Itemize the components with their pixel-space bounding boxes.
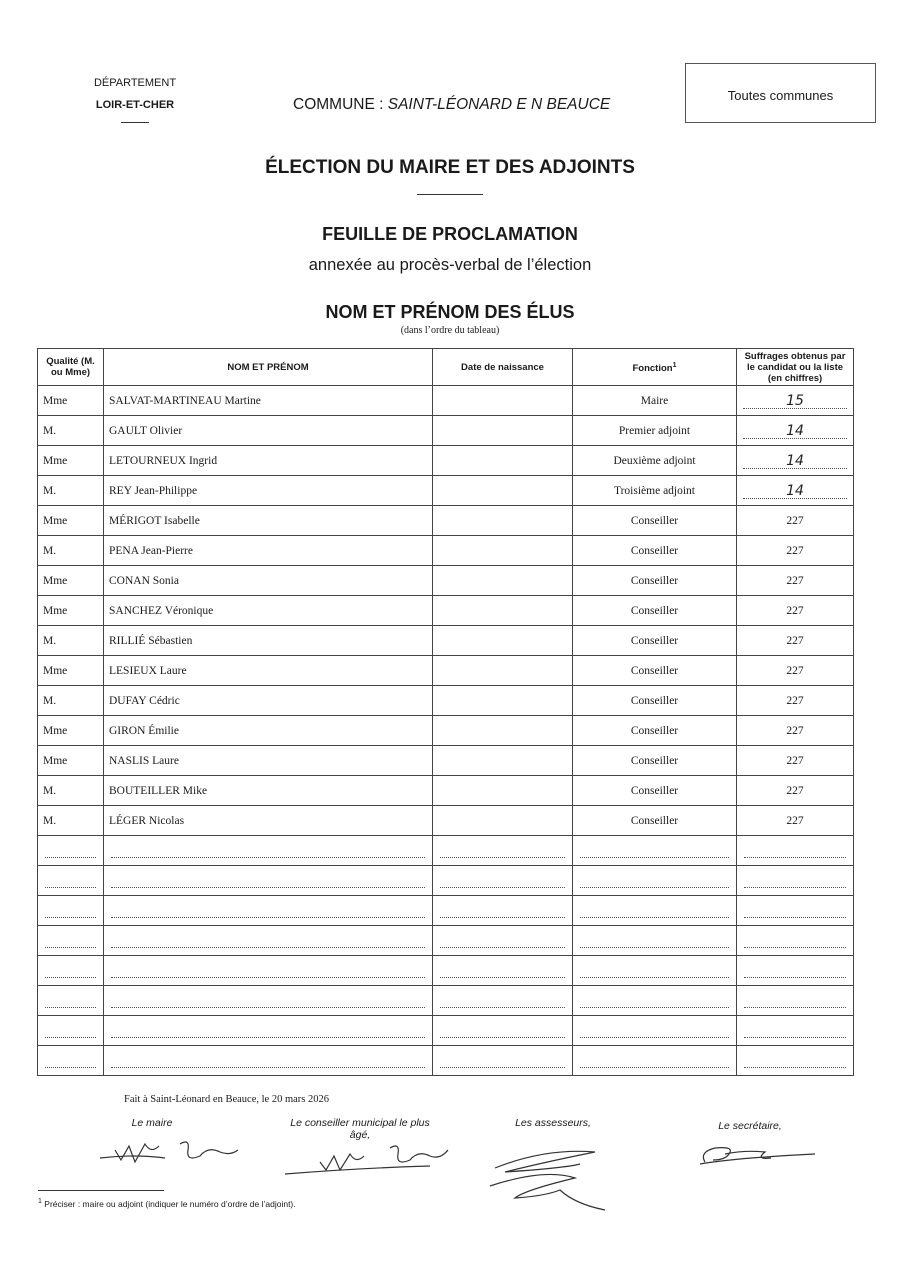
table-row	[38, 416, 854, 446]
signature-maire	[95, 1128, 255, 1170]
empty-cell	[737, 986, 854, 1016]
empty-cell	[573, 836, 737, 866]
empty-cell	[38, 1016, 104, 1046]
cell-qualite: Mme	[38, 746, 104, 776]
dotted-line	[744, 904, 846, 918]
cell-qualite: M.	[38, 806, 104, 836]
elected-table	[37, 348, 854, 1076]
header-suffrages: Suffrages obtenus par le candidat ou la liste (en chiffres)	[737, 349, 854, 386]
dotted-line	[744, 844, 846, 858]
cell-nom: DUFAY Cédric	[104, 686, 433, 716]
dotted-line	[580, 904, 729, 918]
cell-naissance	[433, 656, 573, 686]
signature-conseiller	[280, 1132, 480, 1182]
cell-fonction: Conseiller	[573, 506, 737, 536]
cell-suffrages: 227	[737, 656, 854, 686]
empty-cell	[433, 1016, 573, 1046]
cell-naissance	[433, 806, 573, 836]
cell-fonction: Conseiller	[573, 686, 737, 716]
dotted-line	[580, 964, 729, 978]
header-fonction-label: Fonction	[632, 363, 673, 375]
table-row	[38, 686, 854, 716]
cell-fonction: Conseiller	[573, 656, 737, 686]
empty-cell	[104, 1046, 433, 1076]
empty-cell	[573, 1016, 737, 1046]
cell-fonction: Conseiller	[573, 596, 737, 626]
cell-naissance	[433, 446, 573, 476]
cell-qualite: Mme	[38, 596, 104, 626]
empty-cell	[737, 926, 854, 956]
empty-cell	[433, 986, 573, 1016]
cell-qualite: M.	[38, 626, 104, 656]
dotted-line	[744, 1054, 846, 1068]
dotted-line	[440, 1054, 565, 1068]
empty-cell	[573, 1046, 737, 1076]
cell-qualite: M.	[38, 536, 104, 566]
table-row	[38, 536, 854, 566]
dotted-line	[111, 1054, 425, 1068]
dotted-line	[111, 844, 425, 858]
header-qualite: Qualité (M. ou Mme)	[38, 349, 104, 386]
header-naissance: Date de naissance	[433, 349, 573, 386]
table-header-row	[38, 349, 854, 386]
empty-cell	[573, 896, 737, 926]
cell-fonction: Conseiller	[573, 626, 737, 656]
dotted-line	[45, 1024, 96, 1038]
commune-label: COMMUNE :	[293, 96, 384, 113]
dotted-line	[440, 1024, 565, 1038]
empty-cell	[433, 866, 573, 896]
dotted-line	[580, 1054, 729, 1068]
cell-nom: REY Jean-Philippe	[104, 476, 433, 506]
cell-fonction: Conseiller	[573, 536, 737, 566]
cell-suffrages: 227	[737, 806, 854, 836]
section-title: NOM ET PRÉNOM DES ÉLUS	[325, 302, 575, 322]
cell-nom: PENA Jean-Pierre	[104, 536, 433, 566]
cell-suffrages	[737, 416, 854, 446]
handwritten-suffrages: 14	[743, 424, 847, 439]
empty-cell	[38, 926, 104, 956]
document-subtitle: FEUILLE DE PROCLAMATION	[322, 224, 578, 244]
empty-row	[38, 1016, 854, 1046]
dotted-line	[580, 874, 729, 888]
cell-naissance	[433, 596, 573, 626]
table-row	[38, 746, 854, 776]
dotted-line	[440, 904, 565, 918]
dotted-line	[45, 964, 96, 978]
cell-nom: LETOURNEUX Ingrid	[104, 446, 433, 476]
cell-qualite: Mme	[38, 656, 104, 686]
empty-row	[38, 956, 854, 986]
table-row	[38, 566, 854, 596]
handwritten-suffrages: 14	[743, 484, 847, 499]
dotted-line	[45, 904, 96, 918]
dotted-line	[111, 1024, 425, 1038]
cell-fonction: Conseiller	[573, 746, 737, 776]
handwritten-suffrages: 15	[743, 394, 847, 409]
dotted-line	[744, 994, 846, 1008]
cell-qualite: M.	[38, 686, 104, 716]
table-row	[38, 716, 854, 746]
dotted-line	[744, 874, 846, 888]
empty-cell	[433, 896, 573, 926]
dotted-line	[111, 934, 425, 948]
empty-cell	[737, 896, 854, 926]
cell-nom: SALVAT-MARTINEAU Martine	[104, 386, 433, 416]
empty-cell	[573, 926, 737, 956]
cell-naissance	[433, 746, 573, 776]
cell-suffrages: 227	[737, 566, 854, 596]
table-row	[38, 776, 854, 806]
cell-nom: LÉGER Nicolas	[104, 806, 433, 836]
empty-row	[38, 986, 854, 1016]
cell-naissance	[433, 386, 573, 416]
signature-label-conseiller: Le conseiller municipal le plus âgé,	[290, 1117, 430, 1141]
cell-fonction: Conseiller	[573, 566, 737, 596]
cell-naissance	[433, 506, 573, 536]
cell-nom: MÉRIGOT Isabelle	[104, 506, 433, 536]
cell-fonction: Conseiller	[573, 716, 737, 746]
dotted-line	[744, 964, 846, 978]
footnote-divider	[38, 1190, 164, 1191]
dotted-line	[111, 964, 425, 978]
table-row	[38, 506, 854, 536]
empty-cell	[737, 836, 854, 866]
dotted-line	[111, 994, 425, 1008]
cell-nom: GIRON Émilie	[104, 716, 433, 746]
dotted-line	[440, 964, 565, 978]
empty-cell	[104, 836, 433, 866]
cell-nom: BOUTEILLER Mike	[104, 776, 433, 806]
empty-cell	[38, 956, 104, 986]
table-body	[38, 386, 854, 1076]
signature-label-maire: Le maire	[131, 1117, 173, 1129]
section-note: (dans l’ordre du tableau)	[400, 325, 500, 336]
empty-cell	[433, 836, 573, 866]
table-row	[38, 596, 854, 626]
cell-fonction: Deuxième adjoint	[573, 446, 737, 476]
table-row	[38, 386, 854, 416]
empty-cell	[104, 1016, 433, 1046]
empty-row	[38, 896, 854, 926]
table-row	[38, 446, 854, 476]
empty-cell	[38, 866, 104, 896]
empty-cell	[104, 926, 433, 956]
department-name: LOIR-ET-CHER	[95, 99, 175, 111]
empty-cell	[104, 956, 433, 986]
empty-cell	[104, 896, 433, 926]
empty-cell	[573, 866, 737, 896]
empty-cell	[38, 896, 104, 926]
cell-nom: RILLIÉ Sébastien	[104, 626, 433, 656]
cell-suffrages: 227	[737, 716, 854, 746]
title-divider	[417, 194, 483, 195]
empty-cell	[433, 926, 573, 956]
cell-fonction: Premier adjoint	[573, 416, 737, 446]
commune-line	[293, 96, 610, 114]
cell-naissance	[433, 626, 573, 656]
empty-cell	[737, 1046, 854, 1076]
document-title: ÉLECTION DU MAIRE ET DES ADJOINTS	[265, 157, 635, 178]
commune-name: SAINT-LÉONARD E N BEAUCE	[387, 96, 611, 113]
cell-suffrages: 227	[737, 776, 854, 806]
empty-cell	[573, 986, 737, 1016]
cell-suffrages: 227	[737, 506, 854, 536]
cell-qualite: M.	[38, 776, 104, 806]
signature-assesseurs	[485, 1138, 625, 1214]
cell-suffrages: 227	[737, 746, 854, 776]
cell-fonction: Conseiller	[573, 776, 737, 806]
empty-cell	[104, 986, 433, 1016]
empty-cell	[104, 866, 433, 896]
cell-suffrages: 227	[737, 686, 854, 716]
cell-nom: LESIEUX Laure	[104, 656, 433, 686]
cell-qualite: Mme	[38, 506, 104, 536]
empty-cell	[38, 1046, 104, 1076]
scope-box: Toutes communes	[685, 63, 876, 123]
cell-suffrages	[737, 446, 854, 476]
cell-nom: NASLIS Laure	[104, 746, 433, 776]
empty-cell	[38, 986, 104, 1016]
cell-suffrages: 227	[737, 626, 854, 656]
handwritten-suffrages: 14	[743, 454, 847, 469]
cell-naissance	[433, 416, 573, 446]
footnote-marker: 1	[38, 1198, 42, 1205]
empty-cell	[38, 836, 104, 866]
empty-cell	[433, 1046, 573, 1076]
dotted-line	[580, 934, 729, 948]
cell-nom: CONAN Sonia	[104, 566, 433, 596]
cell-naissance	[433, 566, 573, 596]
cell-nom: SANCHEZ Véronique	[104, 596, 433, 626]
place-date: Fait à Saint-Léonard en Beauce, le 20 mars 2026	[124, 1094, 329, 1105]
cell-naissance	[433, 476, 573, 506]
empty-row	[38, 836, 854, 866]
cell-nom: GAULT Olivier	[104, 416, 433, 446]
dotted-line	[45, 1054, 96, 1068]
empty-row	[38, 866, 854, 896]
empty-cell	[433, 956, 573, 986]
cell-fonction: Troisième adjoint	[573, 476, 737, 506]
cell-qualite: M.	[38, 416, 104, 446]
department-divider	[121, 122, 149, 123]
dotted-line	[45, 934, 96, 948]
cell-qualite: Mme	[38, 386, 104, 416]
empty-row	[38, 1046, 854, 1076]
header-fonction	[573, 349, 737, 386]
dotted-line	[45, 844, 96, 858]
dotted-line	[440, 844, 565, 858]
dotted-line	[440, 874, 565, 888]
empty-cell	[737, 1016, 854, 1046]
cell-qualite: Mme	[38, 446, 104, 476]
cell-suffrages: 227	[737, 536, 854, 566]
dotted-line	[440, 994, 565, 1008]
table-row	[38, 476, 854, 506]
header-nom: NOM ET PRÉNOM	[104, 349, 433, 386]
signature-secretaire	[695, 1140, 825, 1174]
empty-row	[38, 926, 854, 956]
dotted-line	[440, 934, 565, 948]
cell-naissance	[433, 776, 573, 806]
cell-naissance	[433, 686, 573, 716]
dotted-line	[580, 1024, 729, 1038]
cell-naissance	[433, 716, 573, 746]
dotted-line	[744, 934, 846, 948]
cell-suffrages: 227	[737, 596, 854, 626]
table-row	[38, 626, 854, 656]
cell-qualite: M.	[38, 476, 104, 506]
empty-cell	[573, 956, 737, 986]
dotted-line	[111, 904, 425, 918]
signature-label-assesseurs: Les assesseurs,	[515, 1117, 591, 1129]
table-row	[38, 656, 854, 686]
cell-fonction: Conseiller	[573, 806, 737, 836]
empty-cell	[737, 866, 854, 896]
department-label: DÉPARTEMENT	[93, 77, 177, 89]
cell-fonction: Maire	[573, 386, 737, 416]
cell-suffrages	[737, 476, 854, 506]
dotted-line	[45, 994, 96, 1008]
dotted-line	[45, 874, 96, 888]
table-row	[38, 806, 854, 836]
signature-label-secretaire: Le secrétaire,	[718, 1120, 782, 1132]
empty-cell	[737, 956, 854, 986]
cell-naissance	[433, 536, 573, 566]
cell-suffrages	[737, 386, 854, 416]
dotted-line	[580, 994, 729, 1008]
dotted-line	[580, 844, 729, 858]
document-subtitle-annex: annexée au procès-verbal de l’élection	[308, 256, 592, 274]
dotted-line	[111, 874, 425, 888]
cell-qualite: Mme	[38, 716, 104, 746]
footnote-text: Préciser : maire ou adjoint (indiquer le numéro d’ordre de l’adjoint).	[44, 1198, 296, 1209]
cell-qualite: Mme	[38, 566, 104, 596]
footnote	[38, 1198, 296, 1209]
dotted-line	[744, 1024, 846, 1038]
header-fonction-note: 1	[672, 361, 677, 369]
